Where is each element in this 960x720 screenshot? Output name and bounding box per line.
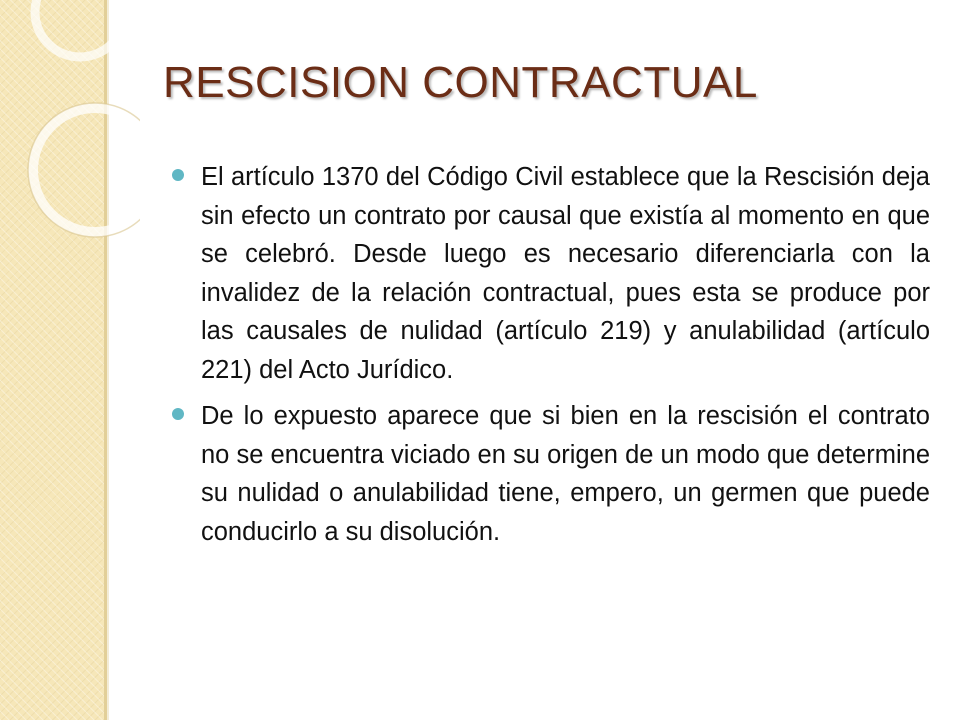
bullet-item	[172, 397, 930, 551]
bullet-list	[172, 158, 930, 559]
bullet-dot-icon	[172, 169, 184, 181]
bullet-dot-icon	[172, 408, 184, 420]
bullet-item	[172, 158, 930, 389]
slide-title: RESCISION CONTRACTUAL	[163, 58, 758, 107]
side-panel	[0, 0, 104, 720]
bullet-text: El artículo 1370 del Código Civil establece que la Rescisión deja sin efecto un contrato por causal que existía al momento en que se celebró. Desde luego es necesario diferenciarla con la invalidez de la relación contractual, pues esta se produce por las causales de nulidad (artículo 219) y anulabilidad (artículo 221) del Acto Jurídico.	[201, 163, 930, 384]
side-panel-edge-shadow	[107, 0, 109, 720]
bullet-text: De lo expuesto aparece que si bien en la rescisión el contrato no se encuentra viciado en su origen de un modo que determine su nulidad o anulabilidad tiene, empero, un germen que puede conducirlo a su disolución.	[201, 402, 930, 546]
